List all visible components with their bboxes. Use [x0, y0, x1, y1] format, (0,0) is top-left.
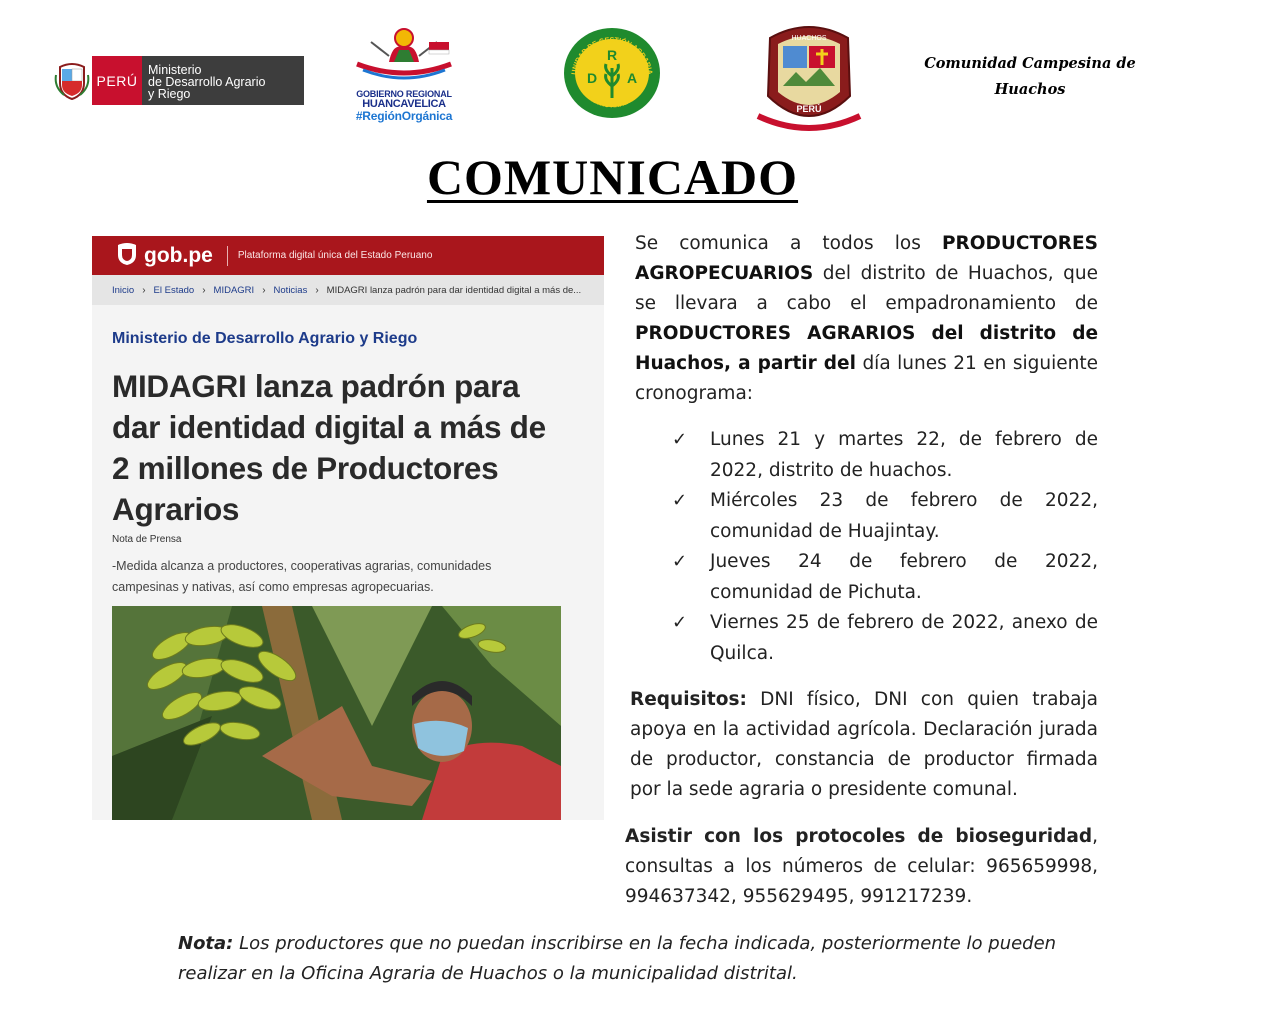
minagri-logo [52, 56, 304, 105]
gobierno-regional-logo [346, 24, 462, 123]
list-item: ✓ Jueves 24 de febrero de 2022, comunidad de Pichuta. [672, 547, 1098, 608]
breadcrumb-inicio: Inicio [112, 284, 135, 296]
uga-castrovirreyna-logo [562, 26, 662, 120]
breadcrumb-current: MIDAGRI lanza padrón para dar identidad digital a más de... [326, 284, 582, 296]
huachos-coat-of-arms [750, 16, 868, 134]
list-item: ✓ Lunes 21 y martes 22, de febrero de 2022, distrito de huachos. [672, 425, 1098, 486]
comunidad-campesina-heading: Comunidad Campesina de Huachos [924, 55, 1136, 98]
uga-letter-r: R [606, 47, 618, 63]
checkmark-icon: ✓ [672, 612, 688, 633]
peru-coat-of-arms-icon [52, 56, 92, 105]
huancavelica-emblem-icon [349, 24, 459, 82]
news-type: Nota de Prensa [112, 534, 182, 545]
breadcrumb-noticias: Noticias [273, 284, 308, 296]
nota-label: Nota: [178, 933, 234, 954]
requisitos-paragraph: Requisitos: DNI físico, DNI con quien trabaja apoya en la actividad agrícola. Declaración jurada de productor, constancia de productor firmada por la sede agraria o presidente comunal. [630, 689, 1098, 800]
uga-letter-a: A [626, 70, 638, 86]
gob-header-bar [92, 236, 604, 275]
requisitos-label: Requisitos: [630, 689, 747, 710]
news-ministry: Ministerio de Desarrollo Agrario y Riego [112, 330, 418, 347]
asistir-paragraph: Asistir con los protocoles de bioseguridad, consultas a los números de celular: 965659998, 994637342, 955629495, 991217239. [625, 826, 1098, 907]
gore-line1: GOBIERNO REGIONAL [356, 89, 452, 99]
checkmark-icon: ✓ [672, 551, 688, 572]
uga-ring-text: UNIDAD DE GESTIÓN AGRARIA [571, 36, 653, 76]
asistir-label: Asistir con los protocoles de bioseguridad [625, 826, 1093, 847]
platform-tagline: Plataforma digital única del Estado Peruano [237, 250, 433, 261]
news-summary: -Medida alcanza a productores, cooperativas agrarias, comunidades campesinas y nativas, así como empresas agropecuarias. [112, 559, 492, 594]
news-headline: MIDAGRI lanza padrón para dar identidad digital a más de 2 millones de Productores Agrarios [112, 368, 546, 527]
uga-letter-d: D [586, 70, 598, 86]
gob-pe-logo-icon [114, 241, 140, 270]
peru-label: PERÚ [92, 56, 142, 105]
nota-footnote: Nota: Los productores que no puedan inscribirse en la fecha indicada, posteriormente lo pueden realizar en la Oficina Agraria de Huachos o la municipalidad distrital. [178, 933, 1057, 984]
gore-line2: HUANCAVELICA [362, 98, 446, 110]
page-title: COMUNICADO [426, 149, 799, 205]
escudo-top-text: HUACHOS [791, 35, 827, 42]
gob-pe-site: gob.pe [144, 243, 213, 267]
checkmark-icon: ✓ [672, 429, 688, 450]
list-item: ✓ Viernes 25 de febrero de 2022, anexo de Quilca. [672, 608, 1098, 669]
gore-hashtag: #RegiónOrgánica [355, 109, 453, 123]
checkmark-icon: ✓ [672, 490, 688, 511]
escudo-bottom-text: PERÚ [796, 104, 822, 114]
breadcrumb-midagri: MIDAGRI [213, 284, 255, 296]
ministry-name: Ministerio de Desarrollo Agrario y Riego [142, 56, 304, 105]
schedule-list [672, 425, 1098, 669]
breadcrumb-el-estado: El Estado [153, 284, 195, 296]
news-clipping [92, 236, 604, 820]
list-item: ✓ Miércoles 23 de febrero de 2022, comunidad de Huajintay. [672, 486, 1098, 547]
intro-paragraph: Se comunica a todos los PRODUCTORES AGROPECUARIOS del distrito de Huachos, que se llevara a cabo el empadronamiento de PRODUCTORES AGRARIOS del distrito de Huachos, a partir del día lunes 21 en siguiente cronograma: [635, 233, 1098, 404]
farmer-bananas-photo [112, 606, 561, 820]
uga-bottom-text: CASTROVIRREYNA [583, 91, 641, 110]
breadcrumb: Inicio › El Estado › MIDAGRI › Noticias › MIDAGRI lanza padrón para dar identidad digital a más de... [92, 275, 604, 305]
